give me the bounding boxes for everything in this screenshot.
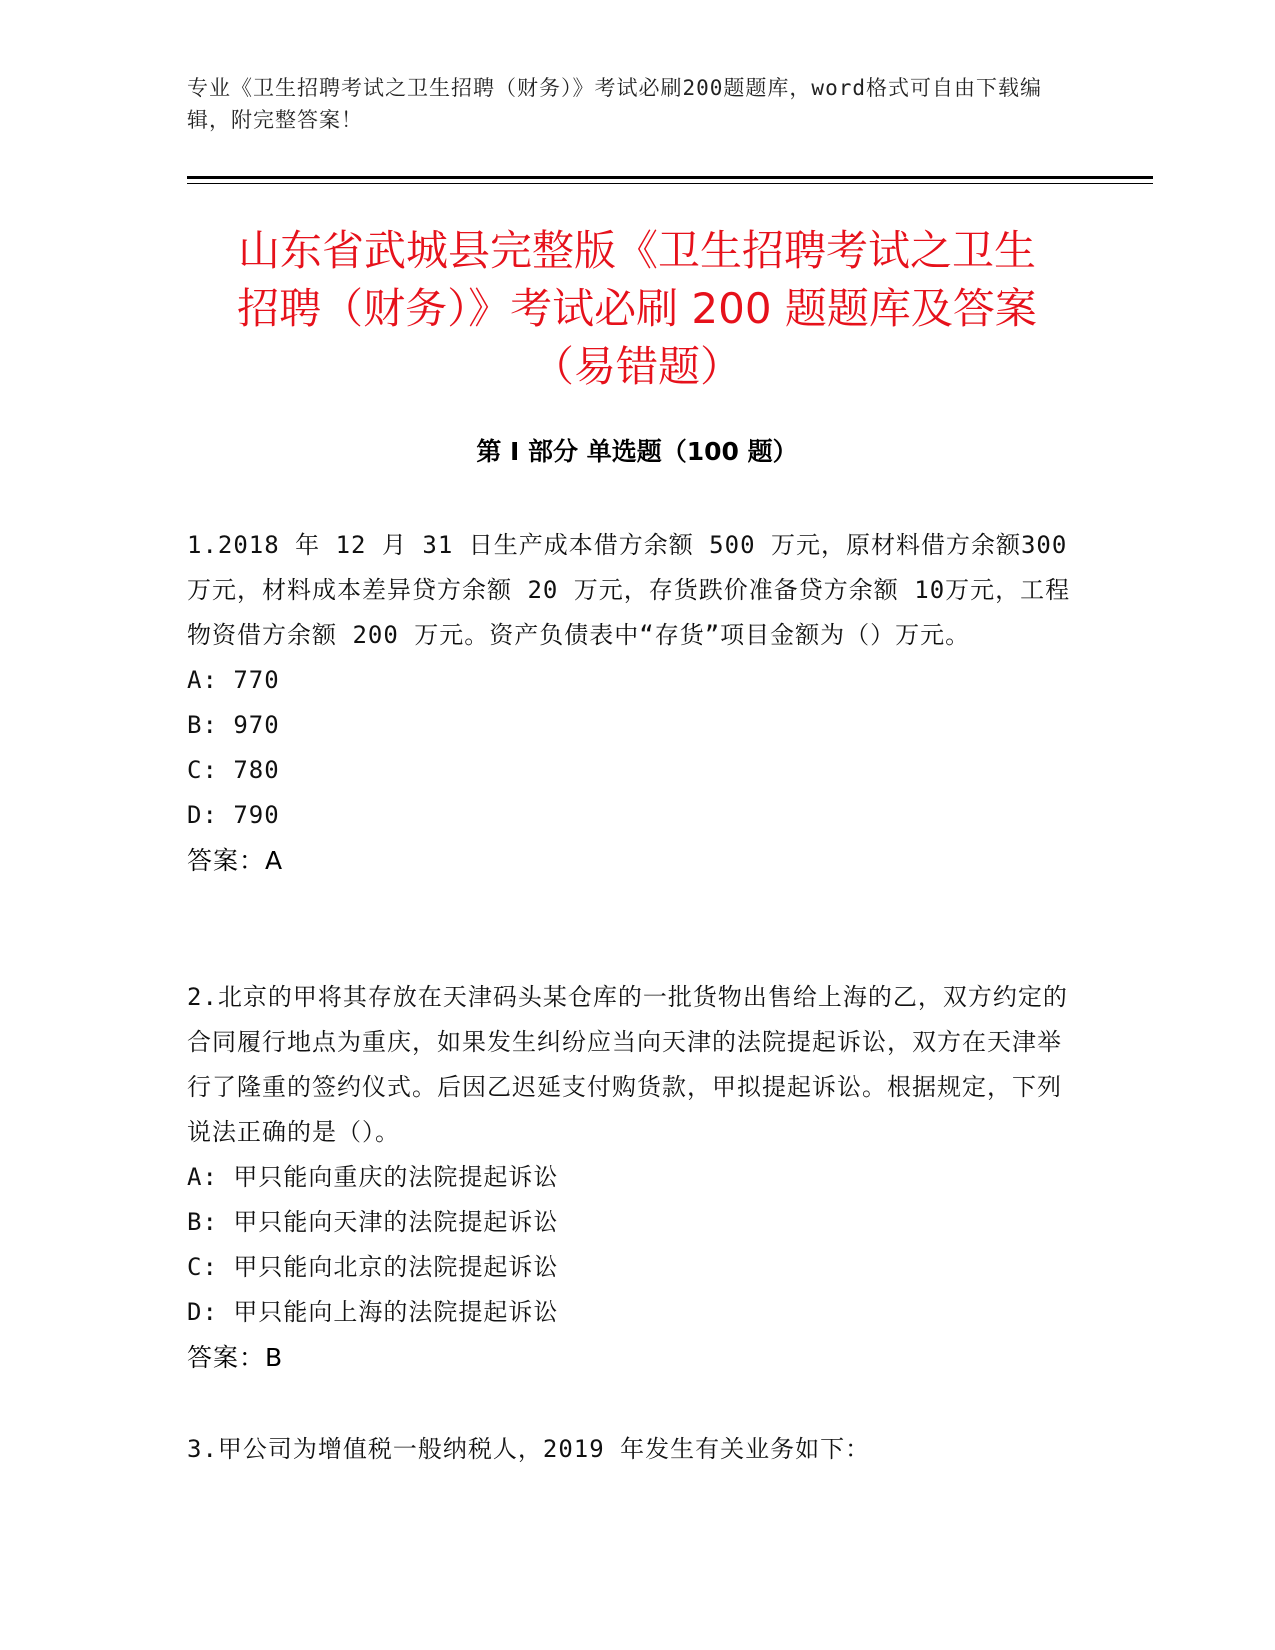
question-stem: 2.北京的甲将其存放在天津码头某仓库的一批货物出售给上海的乙，双方约定的合同履行地点为重庆，如果发生纠纷应当向天津的法院提起诉讼，双方在天津举行了隆重的签约仪式。后因乙迟延支付购货款，甲拟提起诉讼。根据规定，下列说法正确的是（）。 bbox=[187, 983, 1068, 1146]
question-3 bbox=[187, 1427, 1077, 1472]
question-1 bbox=[187, 523, 1077, 883]
document-title bbox=[187, 222, 1087, 396]
option-b: B: 甲只能向天津的法院提起诉讼 bbox=[187, 1208, 559, 1236]
section-heading: 第 I 部分 单选题（100 题） bbox=[476, 437, 798, 466]
title-line-1: 山东省武城县完整版《卫生招聘考试之卫生 bbox=[237, 226, 1036, 275]
answer: 答案：A bbox=[187, 846, 284, 875]
header-divider-thick bbox=[187, 176, 1153, 179]
question-2 bbox=[187, 975, 1077, 1380]
answer: 答案：B bbox=[187, 1343, 284, 1372]
question-stem: 3.甲公司为增值税一般纳税人，2019 年发生有关业务如下： bbox=[187, 1435, 871, 1463]
option-c: C: 780 bbox=[187, 756, 280, 784]
option-c: C: 甲只能向北京的法院提起诉讼 bbox=[187, 1253, 559, 1281]
option-d: D: 甲只能向上海的法院提起诉讼 bbox=[187, 1298, 559, 1326]
option-a: A: 甲只能向重庆的法院提起诉讼 bbox=[187, 1163, 559, 1191]
header-note: 专业《卫生招聘考试之卫生招聘（财务）》考试必刷200题题库，word格式可自由下载编辑，附完整答案！ bbox=[187, 76, 1042, 132]
title-line-2: 招聘（财务）》考试必刷 200 题题库及答案 bbox=[237, 284, 1037, 333]
question-stem: 1.2018 年 12 月 31 日生产成本借方余额 500 万元，原材料借方余额300 万元，材料成本差异贷方余额 20 万元，存货跌价准备贷方余额 10万元，工程物资借方余额 200 万元。资产负债表中“存货”项目金额为（）万元。 bbox=[187, 531, 1071, 649]
header-divider-thin bbox=[187, 183, 1153, 184]
option-d: D: 790 bbox=[187, 801, 280, 829]
option-b: B: 970 bbox=[187, 711, 280, 739]
title-line-3: （易错题） bbox=[531, 342, 742, 391]
option-a: A: 770 bbox=[187, 666, 280, 694]
